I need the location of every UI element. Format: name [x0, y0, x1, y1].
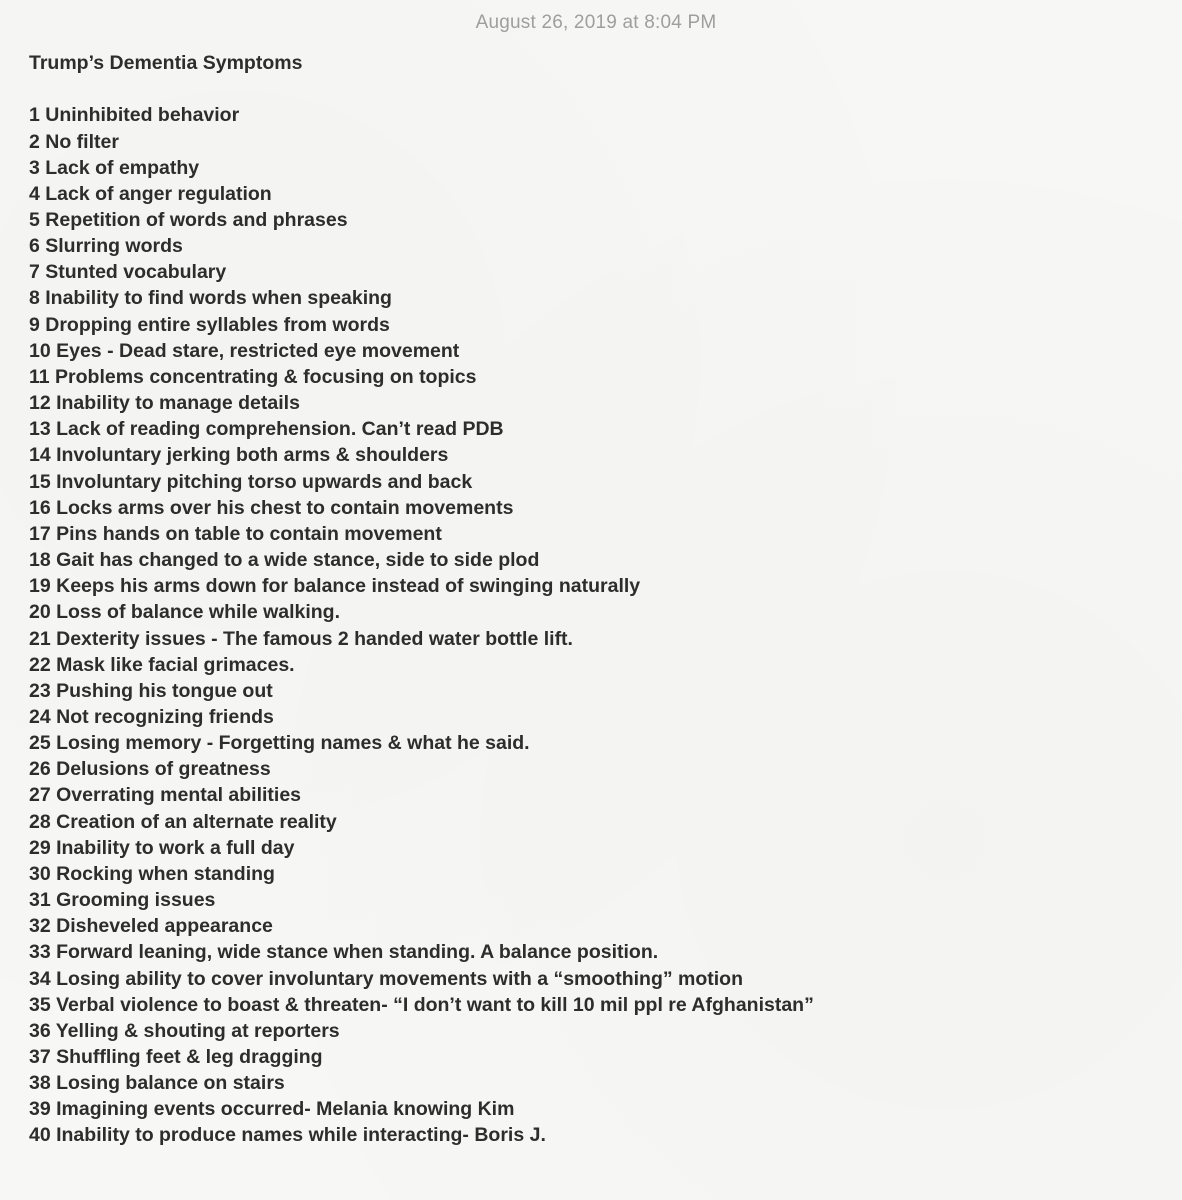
list-item: 14 Involuntary jerking both arms & shoulders	[29, 444, 449, 467]
list-item: 9 Dropping entire syllables from words	[29, 313, 390, 336]
list-item: 16 Locks arms over his chest to contain movements	[29, 496, 514, 519]
list-item: 12 Inability to manage details	[29, 392, 300, 415]
list-item: 26 Delusions of greatness	[29, 758, 271, 781]
list-item: 33 Forward leaning, wide stance when standing. A balance position.	[29, 941, 659, 964]
note-timestamp: August 26, 2019 at 8:04 PM	[475, 12, 717, 33]
list-item: 38 Losing balance on stairs	[29, 1072, 285, 1095]
list-item: 5 Repetition of words and phrases	[29, 209, 348, 232]
list-item: 30 Rocking when standing	[29, 862, 275, 885]
list-item: 10 Eyes - Dead stare, restricted eye movement	[29, 339, 460, 362]
note-body[interactable]	[29, 50, 1169, 1149]
list-item: 13 Lack of reading comprehension. Can’t read PDB	[29, 418, 504, 441]
list-item: 36 Yelling & shouting at reporters	[29, 1019, 340, 1042]
list-item: 15 Involuntary pitching torso upwards and back	[29, 470, 473, 493]
list-item: 28 Creation of an alternate reality	[29, 810, 337, 833]
blank-line	[29, 76, 1169, 102]
list-item: 1 Uninhibited behavior	[29, 104, 240, 127]
list-item: 7 Stunted vocabulary	[29, 261, 227, 284]
list-item: 31 Grooming issues	[29, 889, 216, 912]
list-item: 23 Pushing his tongue out	[29, 679, 273, 702]
symptom-list	[29, 102, 1169, 1148]
list-item: 3 Lack of empathy	[29, 156, 200, 179]
list-item: 11 Problems concentrating & focusing on topics	[29, 365, 477, 388]
list-item: 35 Verbal violence to boast & threaten- “I don’t want to kill 10 mil ppl re Afghanistan”	[29, 993, 814, 1016]
list-item: 18 Gait has changed to a wide stance, side to side plod	[29, 549, 540, 572]
list-item: 27 Overrating mental abilities	[29, 784, 302, 807]
list-item: 8 Inability to find words when speaking	[29, 287, 392, 310]
list-item: 6 Slurring words	[29, 235, 183, 258]
list-item: 34 Losing ability to cover involuntary movements with a “smoothing” motion	[29, 967, 744, 990]
list-item: 40 Inability to produce names while interacting- Boris J.	[29, 1124, 546, 1147]
note-title: Trump’s Dementia Symptoms	[29, 52, 303, 74]
list-item: 39 Imagining events occurred- Melania knowing Kim	[29, 1098, 515, 1121]
list-item: 17 Pins hands on table to contain movement	[29, 522, 442, 545]
list-item: 24 Not recognizing friends	[29, 705, 274, 728]
list-item: 20 Loss of balance while walking.	[29, 601, 341, 624]
list-item: 37 Shuffling feet & leg dragging	[29, 1046, 323, 1069]
list-item: 19 Keeps his arms down for balance instead of swinging naturally	[29, 575, 641, 598]
list-item: 22 Mask like facial grimaces.	[29, 653, 295, 676]
list-item: 21 Dexterity issues - The famous 2 handed water bottle lift.	[29, 627, 573, 650]
list-item: 4 Lack of anger regulation	[29, 182, 272, 205]
list-item: 32 Disheveled appearance	[29, 915, 273, 938]
list-item: 2 No filter	[29, 130, 119, 153]
list-item: 25 Losing memory - Forgetting names & what he said.	[29, 732, 530, 755]
list-item: 29 Inability to work a full day	[29, 836, 295, 859]
